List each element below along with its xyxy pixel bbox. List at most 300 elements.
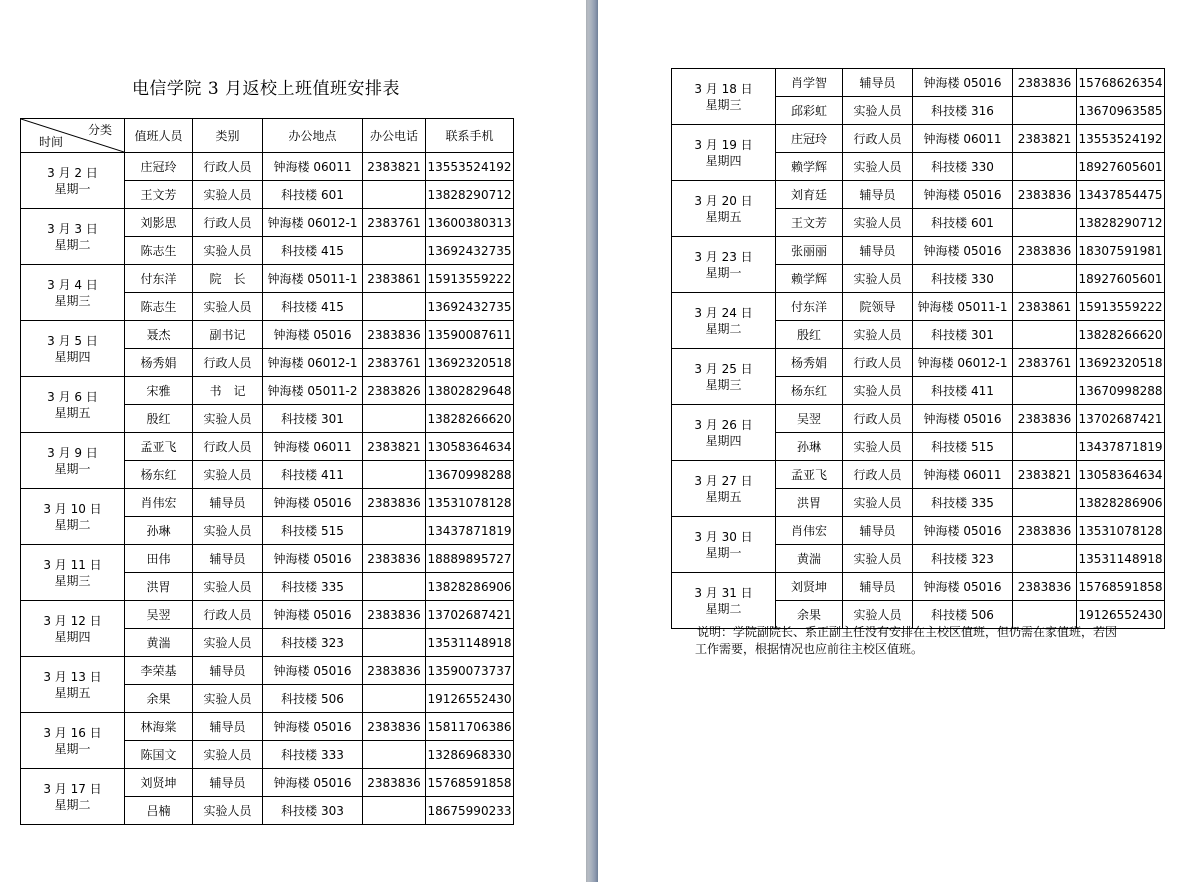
date-cell [21,713,125,769]
table-row [21,601,514,629]
staff-name-cell: 刘育廷 [776,181,843,209]
weekday-label: 星期四 [705,153,742,168]
date-cell [672,237,776,293]
column-header-category: 类别 [193,119,263,153]
staff-category-cell: 实验人员 [843,433,913,461]
date-cell [672,293,776,349]
office-location-cell: 钟海楼 05016 [913,573,1013,601]
office-phone-cell: 2383836 [1013,69,1077,97]
office-phone-cell [1013,265,1077,293]
date-label: 3 月 20 日 [694,193,753,208]
mobile-phone-cell: 13692432735 [426,237,514,265]
office-location-cell: 科技楼 601 [263,181,363,209]
staff-category-cell: 实验人员 [843,601,913,629]
office-phone-cell [363,573,426,601]
mobile-phone-cell: 13531078128 [426,489,514,517]
office-location-cell: 科技楼 506 [913,601,1013,629]
office-location-cell: 钟海楼 06012-1 [913,349,1013,377]
table-row [672,573,1165,601]
staff-name-cell: 殷红 [776,321,843,349]
table-row [672,69,1165,97]
mobile-phone-cell: 13531148918 [1077,545,1165,573]
staff-category-cell: 辅导员 [843,69,913,97]
date-cell [672,125,776,181]
staff-name-cell: 张丽丽 [776,237,843,265]
staff-name-cell: 余果 [776,601,843,629]
mobile-phone-cell: 13828290712 [426,181,514,209]
staff-name-cell: 余果 [125,685,193,713]
date-label: 3 月 27 日 [694,473,753,488]
staff-category-cell: 实验人员 [843,545,913,573]
office-phone-cell: 2383761 [363,209,426,237]
mobile-phone-cell: 19126552430 [426,685,514,713]
office-phone-cell: 2383836 [1013,237,1077,265]
office-location-cell: 钟海楼 05016 [263,769,363,797]
office-location-cell: 钟海楼 05016 [913,405,1013,433]
table-row [21,209,514,237]
office-location-cell: 钟海楼 06011 [263,153,363,181]
office-phone-cell [363,293,426,321]
office-phone-cell: 2383836 [363,489,426,517]
mobile-phone-cell: 13828266620 [426,405,514,433]
weekday-label: 星期四 [54,349,91,364]
staff-category-cell: 实验人员 [193,181,263,209]
office-location-cell: 钟海楼 06012-1 [263,349,363,377]
staff-category-cell: 院 长 [193,265,263,293]
mobile-phone-cell: 13437854475 [1077,181,1165,209]
office-location-cell: 科技楼 415 [263,237,363,265]
staff-category-cell: 实验人员 [193,797,263,825]
mobile-phone-cell: 13692432735 [426,293,514,321]
date-cell [672,405,776,461]
staff-category-cell: 副书记 [193,321,263,349]
table-row [672,125,1165,153]
staff-category-cell: 行政人员 [843,349,913,377]
weekday-label: 星期一 [54,741,91,756]
mobile-phone-cell: 13600380313 [426,209,514,237]
office-location-cell: 科技楼 301 [913,321,1013,349]
staff-category-cell: 实验人员 [193,629,263,657]
date-label: 3 月 18 日 [694,81,753,96]
office-phone-cell: 2383836 [1013,573,1077,601]
staff-name-cell: 庄冠玲 [776,125,843,153]
staff-name-cell: 肖伟宏 [125,489,193,517]
office-location-cell: 科技楼 411 [913,377,1013,405]
office-phone-cell [363,797,426,825]
weekday-label: 星期三 [705,377,742,392]
office-phone-cell [1013,377,1077,405]
date-cell [21,489,125,545]
weekday-label: 星期三 [54,293,91,308]
mobile-phone-cell: 13437871819 [426,517,514,545]
office-location-cell: 科技楼 515 [913,433,1013,461]
office-location-cell: 钟海楼 05016 [263,713,363,741]
office-phone-cell [363,181,426,209]
staff-name-cell: 肖伟宏 [776,517,843,545]
office-phone-cell: 2383836 [363,657,426,685]
staff-name-cell: 杨秀娟 [776,349,843,377]
mobile-phone-cell: 15768626354 [1077,69,1165,97]
staff-name-cell: 林海棠 [125,713,193,741]
table-row [21,489,514,517]
staff-category-cell: 行政人员 [193,153,263,181]
mobile-phone-cell: 13692320518 [1077,349,1165,377]
page-gutter [586,0,598,882]
date-label: 3 月 13 日 [43,669,102,684]
mobile-phone-cell: 13437871819 [1077,433,1165,461]
weekday-label: 星期五 [705,489,742,504]
staff-category-cell: 实验人员 [193,293,263,321]
mobile-phone-cell: 15768591858 [426,769,514,797]
table-row [21,153,514,181]
table-row [672,461,1165,489]
office-phone-cell [1013,209,1077,237]
table-row [21,545,514,573]
mobile-phone-cell: 13828266620 [1077,321,1165,349]
staff-category-cell: 院领导 [843,293,913,321]
staff-name-cell: 王文芳 [776,209,843,237]
date-cell [672,349,776,405]
office-phone-cell: 2383861 [1013,293,1077,321]
staff-category-cell: 实验人员 [843,209,913,237]
staff-category-cell: 行政人员 [193,349,263,377]
date-label: 3 月 3 日 [47,221,98,236]
mobile-phone-cell: 18307591981 [1077,237,1165,265]
staff-category-cell: 辅导员 [843,237,913,265]
office-phone-cell [363,237,426,265]
office-phone-cell [363,517,426,545]
column-header-mobile: 联系手机 [426,119,514,153]
mobile-phone-cell: 13828286906 [426,573,514,601]
weekday-label: 星期二 [54,517,91,532]
weekday-label: 星期二 [54,237,91,252]
date-label: 3 月 12 日 [43,613,102,628]
mobile-phone-cell: 13531148918 [426,629,514,657]
footnote [697,624,1157,658]
mobile-phone-cell: 13670998288 [426,461,514,489]
office-location-cell: 钟海楼 05016 [263,601,363,629]
date-label: 3 月 25 日 [694,361,753,376]
corner-time-label: 时间 [39,135,64,149]
office-phone-cell [363,629,426,657]
office-phone-cell: 2383821 [1013,125,1077,153]
date-cell [21,209,125,265]
mobile-phone-cell: 13590073737 [426,657,514,685]
mobile-phone-cell: 13531078128 [1077,517,1165,545]
office-location-cell: 钟海楼 05016 [263,545,363,573]
date-cell [672,517,776,573]
staff-name-cell: 肖学智 [776,69,843,97]
date-label: 3 月 24 日 [694,305,753,320]
office-location-cell: 科技楼 316 [913,97,1013,125]
weekday-label: 星期四 [54,629,91,644]
mobile-phone-cell: 13828286906 [1077,489,1165,517]
staff-name-cell: 邱彩虹 [776,97,843,125]
staff-category-cell: 实验人员 [193,685,263,713]
office-location-cell: 钟海楼 06011 [263,433,363,461]
date-cell [21,433,125,489]
staff-name-cell: 杨东红 [776,377,843,405]
weekday-label: 星期一 [54,461,91,476]
staff-category-cell: 行政人员 [843,405,913,433]
office-location-cell: 钟海楼 05016 [913,181,1013,209]
office-location-cell: 钟海楼 05016 [263,321,363,349]
mobile-phone-cell: 18889895727 [426,545,514,573]
mobile-phone-cell: 13058364634 [1077,461,1165,489]
date-cell [21,601,125,657]
office-location-cell: 科技楼 515 [263,517,363,545]
staff-category-cell: 实验人员 [843,153,913,181]
footnote-line-1: 说明：学院副院长、系正副主任没有安排在主校区值班，但仍需在家值班，若因 [697,625,1118,639]
office-location-cell: 科技楼 335 [263,573,363,601]
staff-name-cell: 宋雅 [125,377,193,405]
staff-name-cell: 孟亚飞 [125,433,193,461]
staff-name-cell: 陈国文 [125,741,193,769]
office-phone-cell: 2383836 [1013,517,1077,545]
staff-name-cell: 杨东红 [125,461,193,489]
office-location-cell: 科技楼 506 [263,685,363,713]
staff-name-cell: 刘贤坤 [125,769,193,797]
date-cell [21,377,125,433]
date-label: 3 月 11 日 [43,557,102,572]
staff-category-cell: 实验人员 [193,573,263,601]
office-phone-cell: 2383836 [363,601,426,629]
corner-category-label: 分类 [87,123,112,137]
office-phone-cell [1013,545,1077,573]
staff-category-cell: 行政人员 [193,433,263,461]
office-location-cell: 钟海楼 05011-1 [263,265,363,293]
schedule-table-left [20,118,514,825]
staff-category-cell: 实验人员 [843,489,913,517]
page-title: 电信学院 3 月返校上班值班安排表 [131,79,401,99]
office-phone-cell: 2383836 [363,713,426,741]
date-cell [672,69,776,125]
office-phone-cell: 2383821 [1013,461,1077,489]
staff-name-cell: 孙琳 [776,433,843,461]
weekday-label: 星期四 [705,433,742,448]
column-header-office-phone: 办公电话 [363,119,426,153]
table-row [672,405,1165,433]
office-phone-cell [363,461,426,489]
date-cell [21,769,125,825]
office-phone-cell [1013,489,1077,517]
mobile-phone-cell: 13702687421 [426,601,514,629]
date-label: 3 月 6 日 [47,389,98,404]
weekday-label: 星期五 [54,405,91,420]
staff-name-cell: 陈志生 [125,237,193,265]
table-row [21,321,514,349]
office-phone-cell: 2383861 [363,265,426,293]
table-header-row [21,119,514,153]
date-label: 3 月 5 日 [47,333,98,348]
staff-name-cell: 洪胃 [776,489,843,517]
table-row [21,377,514,405]
table-row [21,657,514,685]
office-phone-cell: 2383761 [363,349,426,377]
table-row [21,769,514,797]
staff-category-cell: 实验人员 [193,461,263,489]
staff-name-cell: 刘贤坤 [776,573,843,601]
office-phone-cell: 2383821 [363,433,426,461]
date-label: 3 月 17 日 [43,781,102,796]
office-phone-cell: 2383761 [1013,349,1077,377]
date-cell [21,321,125,377]
table-row [672,293,1165,321]
office-location-cell: 科技楼 415 [263,293,363,321]
office-phone-cell: 2383836 [1013,181,1077,209]
date-cell [21,153,125,209]
footnote-line-2: 工作需要，根据情况也应前往主校区值班。 [695,642,924,656]
staff-category-cell: 实验人员 [193,237,263,265]
date-label: 3 月 4 日 [47,277,98,292]
staff-category-cell: 辅导员 [843,573,913,601]
office-phone-cell [1013,97,1077,125]
mobile-phone-cell: 13670998288 [1077,377,1165,405]
staff-name-cell: 孟亚飞 [776,461,843,489]
staff-category-cell: 实验人员 [843,97,913,125]
date-label: 3 月 10 日 [43,501,102,516]
staff-category-cell: 辅导员 [193,489,263,517]
date-cell [672,181,776,237]
date-cell [21,265,125,321]
table-row [672,517,1165,545]
mobile-phone-cell: 15913559222 [1077,293,1165,321]
weekday-label: 星期二 [54,797,91,812]
office-phone-cell [363,685,426,713]
staff-category-cell: 实验人员 [843,377,913,405]
mobile-phone-cell: 13553524192 [1077,125,1165,153]
staff-name-cell: 付东洋 [125,265,193,293]
date-label: 3 月 19 日 [694,137,753,152]
office-location-cell: 钟海楼 05011-1 [913,293,1013,321]
table-row [21,433,514,461]
staff-category-cell: 行政人员 [843,461,913,489]
mobile-phone-cell: 13553524192 [426,153,514,181]
office-phone-cell [1013,321,1077,349]
staff-name-cell: 孙琳 [125,517,193,545]
date-label: 3 月 26 日 [694,417,753,432]
staff-category-cell: 辅导员 [193,713,263,741]
staff-category-cell: 实验人员 [193,517,263,545]
column-header-office: 办公地点 [263,119,363,153]
date-label: 3 月 16 日 [43,725,102,740]
staff-name-cell: 吴翌 [776,405,843,433]
table-row [672,349,1165,377]
office-location-cell: 钟海楼 06012-1 [263,209,363,237]
table-row [21,265,514,293]
office-phone-cell: 2383821 [363,153,426,181]
staff-name-cell: 田伟 [125,545,193,573]
staff-name-cell: 杨秀娟 [125,349,193,377]
office-location-cell: 科技楼 330 [913,265,1013,293]
staff-name-cell: 付东洋 [776,293,843,321]
mobile-phone-cell: 15811706386 [426,713,514,741]
staff-name-cell: 吕楠 [125,797,193,825]
mobile-phone-cell: 18675990233 [426,797,514,825]
staff-name-cell: 赖学辉 [776,153,843,181]
mobile-phone-cell: 13670963585 [1077,97,1165,125]
weekday-label: 星期一 [705,265,742,280]
weekday-label: 星期二 [705,601,742,616]
staff-name-cell: 陈志生 [125,293,193,321]
staff-category-cell: 实验人员 [843,265,913,293]
diagonal-header-cell [21,119,125,153]
date-label: 3 月 9 日 [47,445,98,460]
mobile-phone-cell: 15913559222 [426,265,514,293]
column-header-staff: 值班人员 [125,119,193,153]
office-location-cell: 钟海楼 05011-2 [263,377,363,405]
office-phone-cell [1013,433,1077,461]
office-location-cell: 钟海楼 05016 [913,237,1013,265]
date-cell [672,573,776,629]
office-location-cell: 科技楼 301 [263,405,363,433]
office-location-cell: 科技楼 323 [263,629,363,657]
date-label: 3 月 23 日 [694,249,753,264]
mobile-phone-cell: 18927605601 [1077,153,1165,181]
weekday-label: 星期一 [705,545,742,560]
staff-name-cell: 洪胃 [125,573,193,601]
office-phone-cell [1013,153,1077,181]
office-location-cell: 钟海楼 05016 [263,657,363,685]
staff-category-cell: 实验人员 [193,405,263,433]
office-phone-cell: 2383836 [1013,405,1077,433]
staff-category-cell: 行政人员 [193,601,263,629]
staff-name-cell: 殷红 [125,405,193,433]
staff-name-cell: 黄湍 [125,629,193,657]
mobile-phone-cell: 13286968330 [426,741,514,769]
staff-name-cell: 李荣基 [125,657,193,685]
staff-category-cell: 辅导员 [843,517,913,545]
mobile-phone-cell: 18927605601 [1077,265,1165,293]
table-row [672,237,1165,265]
office-phone-cell [363,405,426,433]
office-location-cell: 科技楼 601 [913,209,1013,237]
mobile-phone-cell: 15768591858 [1077,573,1165,601]
office-location-cell: 科技楼 323 [913,545,1013,573]
office-location-cell: 科技楼 303 [263,797,363,825]
date-label: 3 月 30 日 [694,529,753,544]
office-phone-cell: 2383836 [363,545,426,573]
office-location-cell: 钟海楼 05016 [913,517,1013,545]
weekday-label: 星期一 [54,181,91,196]
staff-name-cell: 刘影思 [125,209,193,237]
staff-name-cell: 王文芳 [125,181,193,209]
staff-category-cell: 辅导员 [193,545,263,573]
schedule-table-right [671,68,1165,629]
office-location-cell: 钟海楼 06011 [913,461,1013,489]
weekday-label: 星期五 [705,209,742,224]
weekday-label: 星期三 [705,97,742,112]
date-cell [21,657,125,713]
date-cell [672,461,776,517]
staff-name-cell: 赖学辉 [776,265,843,293]
mobile-phone-cell: 13702687421 [1077,405,1165,433]
weekday-label: 星期五 [54,685,91,700]
staff-category-cell: 实验人员 [843,321,913,349]
staff-category-cell: 辅导员 [193,769,263,797]
staff-name-cell: 聂杰 [125,321,193,349]
mobile-phone-cell: 13802829648 [426,377,514,405]
office-phone-cell: 2383836 [363,769,426,797]
staff-category-cell: 行政人员 [843,125,913,153]
office-location-cell: 科技楼 335 [913,489,1013,517]
table-row [21,713,514,741]
staff-category-cell: 书 记 [193,377,263,405]
table-row [672,181,1165,209]
office-phone-cell: 2383836 [363,321,426,349]
mobile-phone-cell: 13590087611 [426,321,514,349]
weekday-label: 星期三 [54,573,91,588]
